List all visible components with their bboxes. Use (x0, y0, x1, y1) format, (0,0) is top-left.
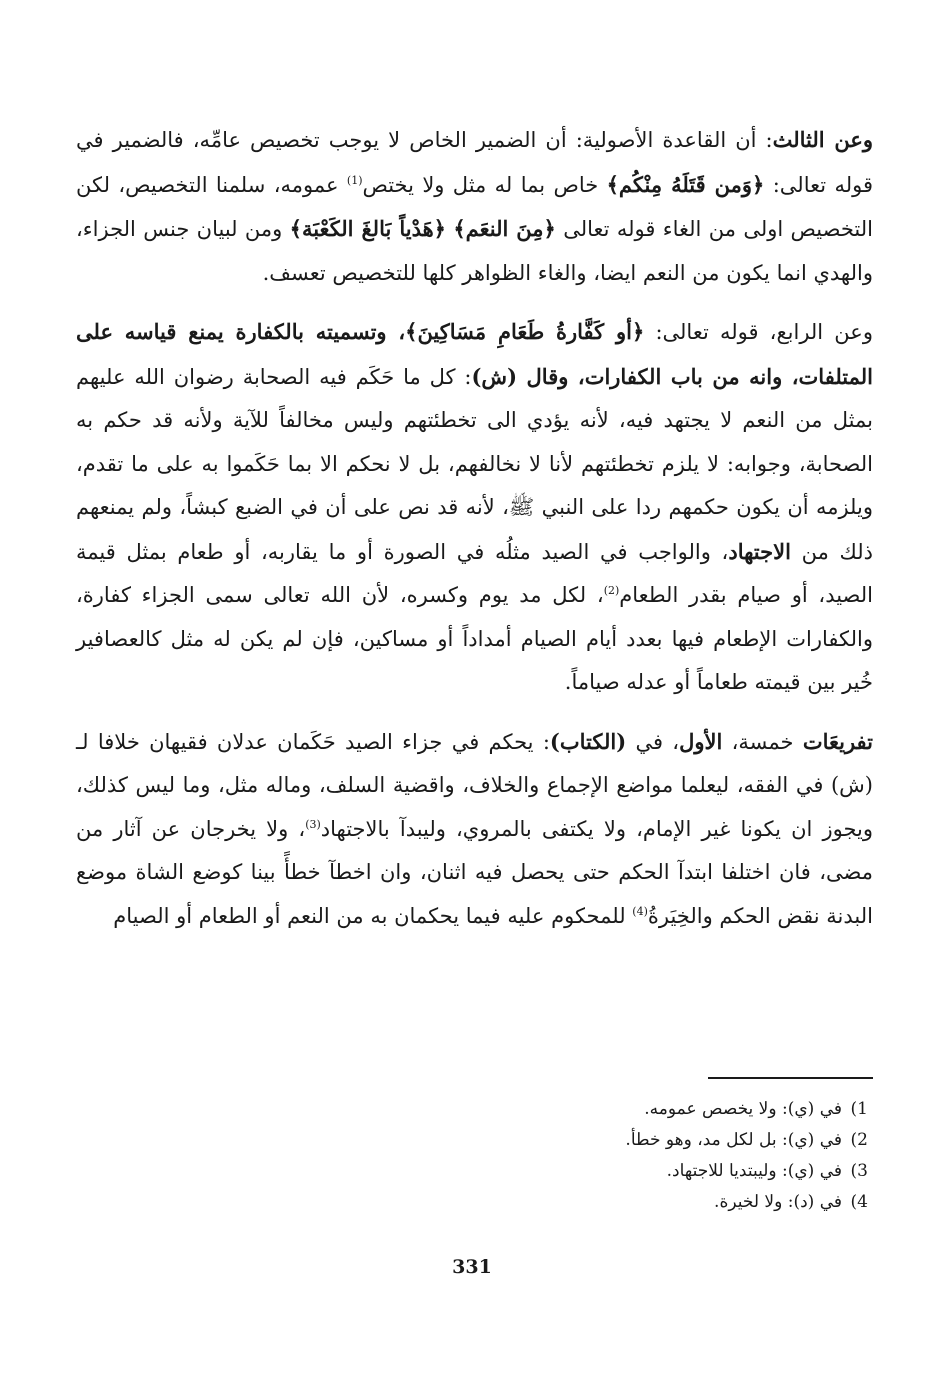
footnote-divider (708, 1077, 873, 1079)
body-text: عمومه، سلمنا التخصيص، لكن التخصيص اولى من الغاء قوله تعالى (76, 172, 873, 241)
emphasis-text: الأول (679, 728, 723, 754)
paragraph-lead: تفريعَات (802, 728, 874, 754)
body-text: : يحكم في جزاء الصيد حَكَمان عدلان فقيهان خلافا لـ (ش) في الفقه، ليعلما مواضع الإجماع والخلاف، واقضية السلف، وماله مثل، وما ليس كذلك، ويجوز ان يكونا غير الإمام، ولا يكتفى بالمروي، وليبدآ بالاجتهاد (76, 729, 873, 841)
footnote-text: في (ي): ولا يخصص عمومه. (644, 1099, 842, 1119)
paragraph-lead: وعن الثالث (772, 127, 873, 152)
emphasis-text: الاجتهاد (728, 538, 791, 564)
body-text: ، في (626, 729, 680, 754)
footnote-item (368, 1156, 868, 1187)
footnote-ref: (1) (346, 173, 363, 187)
body-text: وعن الرابع، قوله تعالى: (644, 320, 873, 344)
body-text: ، لكل مد يوم وكسره، لأن الله تعالى سمى الجزاء كفارة، والكفارات الإطعام فيها بعدد أيام الصيام أمداداً أو مساكين، فإن لم يكن له مثل كالعصافير خُير بين قيمته طعاماً أو عدله صياماً. (76, 583, 873, 694)
body-text: خاص بما له مثل ولا يختص (362, 172, 607, 197)
footnote-text: في (ي): بل لكل مد، وهو خطأ. (625, 1130, 842, 1150)
paragraph-fourth-answer (76, 310, 873, 705)
footnotes (368, 1094, 868, 1218)
emphasis-text: ﴿وَمن قَتَلَهُ مِنْكُم﴾ (606, 171, 765, 197)
body-text: للمحكوم عليه فيما يحكمان به من النعم أو الطعام أو الصيام (113, 903, 633, 928)
footnote-item (368, 1094, 868, 1125)
footnote-text: في (ي): وليبتديا للاجتهاد. (666, 1161, 842, 1181)
page-number: 331 (452, 1256, 492, 1278)
footnote-ref: (2) (603, 584, 620, 597)
footnote-number: 4) (850, 1192, 868, 1212)
body-text: ، ولا يخرجان عن آثار من مضى، فان اختلفا ابتدآ الحكم حتى يحصل فيه اثنان، وان اخطآ خطأً بينا كوضع الشاة موضع البدنة نقض الحكم والخِيَرةُ (76, 816, 873, 928)
paragraph-branches (76, 720, 873, 939)
body-text: : كل ما حَكَم فيه الصحابة رضوان الله عليهم بمثل من النعم لا يجتهد فيه، لأنه يؤدي الى تخطئتهم وليس مخالفاً للآية ولأنه قد حكم به الصحابة، وجوابه: لا يلزم تخطئتهم لأنا لا نخالفهم، بل لا نحكم الا بما حَكَموا به على ما تقدم، ويلزمه أن يكون حكمهم ردا على النبي ﷺ، لأنه قد نص على أن في الضبع كبشاً، ولم يمنعهم ذلك من (76, 364, 873, 564)
emphasis-text: ، وتسميته بالكفارة يمنع قياسه على المتلفات، وانه من باب الكفارات، وقال (ش) (76, 319, 873, 389)
body-text: ومن لبيان جنس الجزاء، والهدي انما يكون من النعم ايضا، والغاء الظواهر كلها للتخصيص تعسف. (76, 217, 873, 285)
footnote-number: 3) (850, 1161, 868, 1181)
body-text: خمسة، (722, 729, 803, 754)
emphasis-text: ﴿مِنَ النعَم﴾ (453, 216, 556, 241)
footnote-item (368, 1187, 868, 1218)
footnote-text: في (د): ولا لخيرة. (714, 1192, 842, 1212)
page-body (76, 118, 873, 938)
emphasis-text: ﴿هَدْياً بَالغَ الكَعْبَة﴾ (289, 216, 446, 241)
body-text: ، والواجب في الصيد مثلُه في الصورة أو ما يقاربه، أو طعام بمثل قيمة الصيد، أو صيام بقدر الطعام (76, 539, 873, 607)
body-text: : أن القاعدة الأصولية: أن الضمير الخاص لا يوجب تخصيص عامِّه، فالضمير في قوله تعالى: (76, 128, 874, 197)
footnote-item (368, 1125, 868, 1156)
footnote-number: 2) (850, 1130, 868, 1150)
footnote-number: 1) (850, 1099, 868, 1119)
paragraph-third-answer (76, 118, 873, 295)
footnote-ref: (3) (305, 817, 321, 831)
emphasis-text: (الكتاب) (549, 728, 627, 754)
footnote-ref: (4) (632, 904, 648, 918)
emphasis-text: ﴿أو كَفَّارةُ طَعَامِ مَسَاكِينَ﴾ (405, 319, 645, 344)
